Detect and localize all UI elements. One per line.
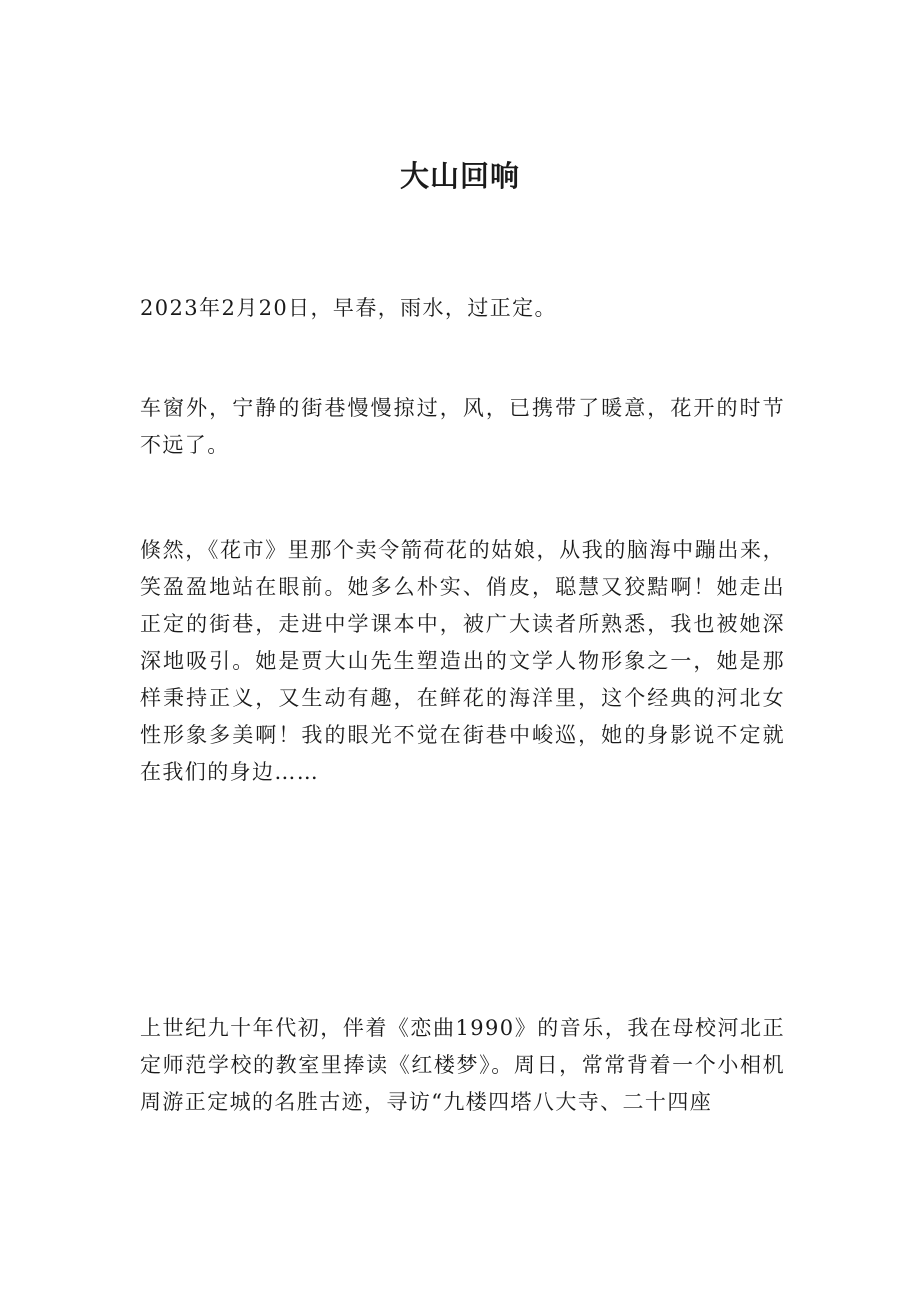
paragraph-school-memory: 上世纪九十年代初，伴着《恋曲1990》的音乐，我在母校河北正定师范学校的教室里捧读《红楼梦》。周日，常常背着一个小相机周游正定城的名胜古迹，寻访“九楼四塔八大寺、二十四座 [140, 1016, 785, 1114]
paragraph-flower-market: 倏然，《花市》里那个卖令箭荷花的姑娘，从我的脑海中蹦出来，笑盈盈地站在眼前。她多么朴实、俏皮，聪慧又狡黠啊！她走出正定的街巷，走进中学课本中，被广大读者所熟悉，我也被她深深地吸引。她是贾大山先生塑造出的文学人物形象之一，她是那样秉持正义，又生动有趣，在鲜花的海洋里，这个经典的河北女性形象多美啊！我的眼光不觉在街巷中峻巡，她的身影说不定就在我们的身边…… [140, 538, 785, 784]
paragraph-window-view: 车窗外，宁静的街巷慢慢掠过，风，已携带了暖意，花开的时节不远了。 [140, 396, 785, 457]
paragraph-date: 2023年2月20日，早春，雨水，过正定。 [140, 296, 557, 320]
document-title: 大山回响 [399, 159, 520, 193]
